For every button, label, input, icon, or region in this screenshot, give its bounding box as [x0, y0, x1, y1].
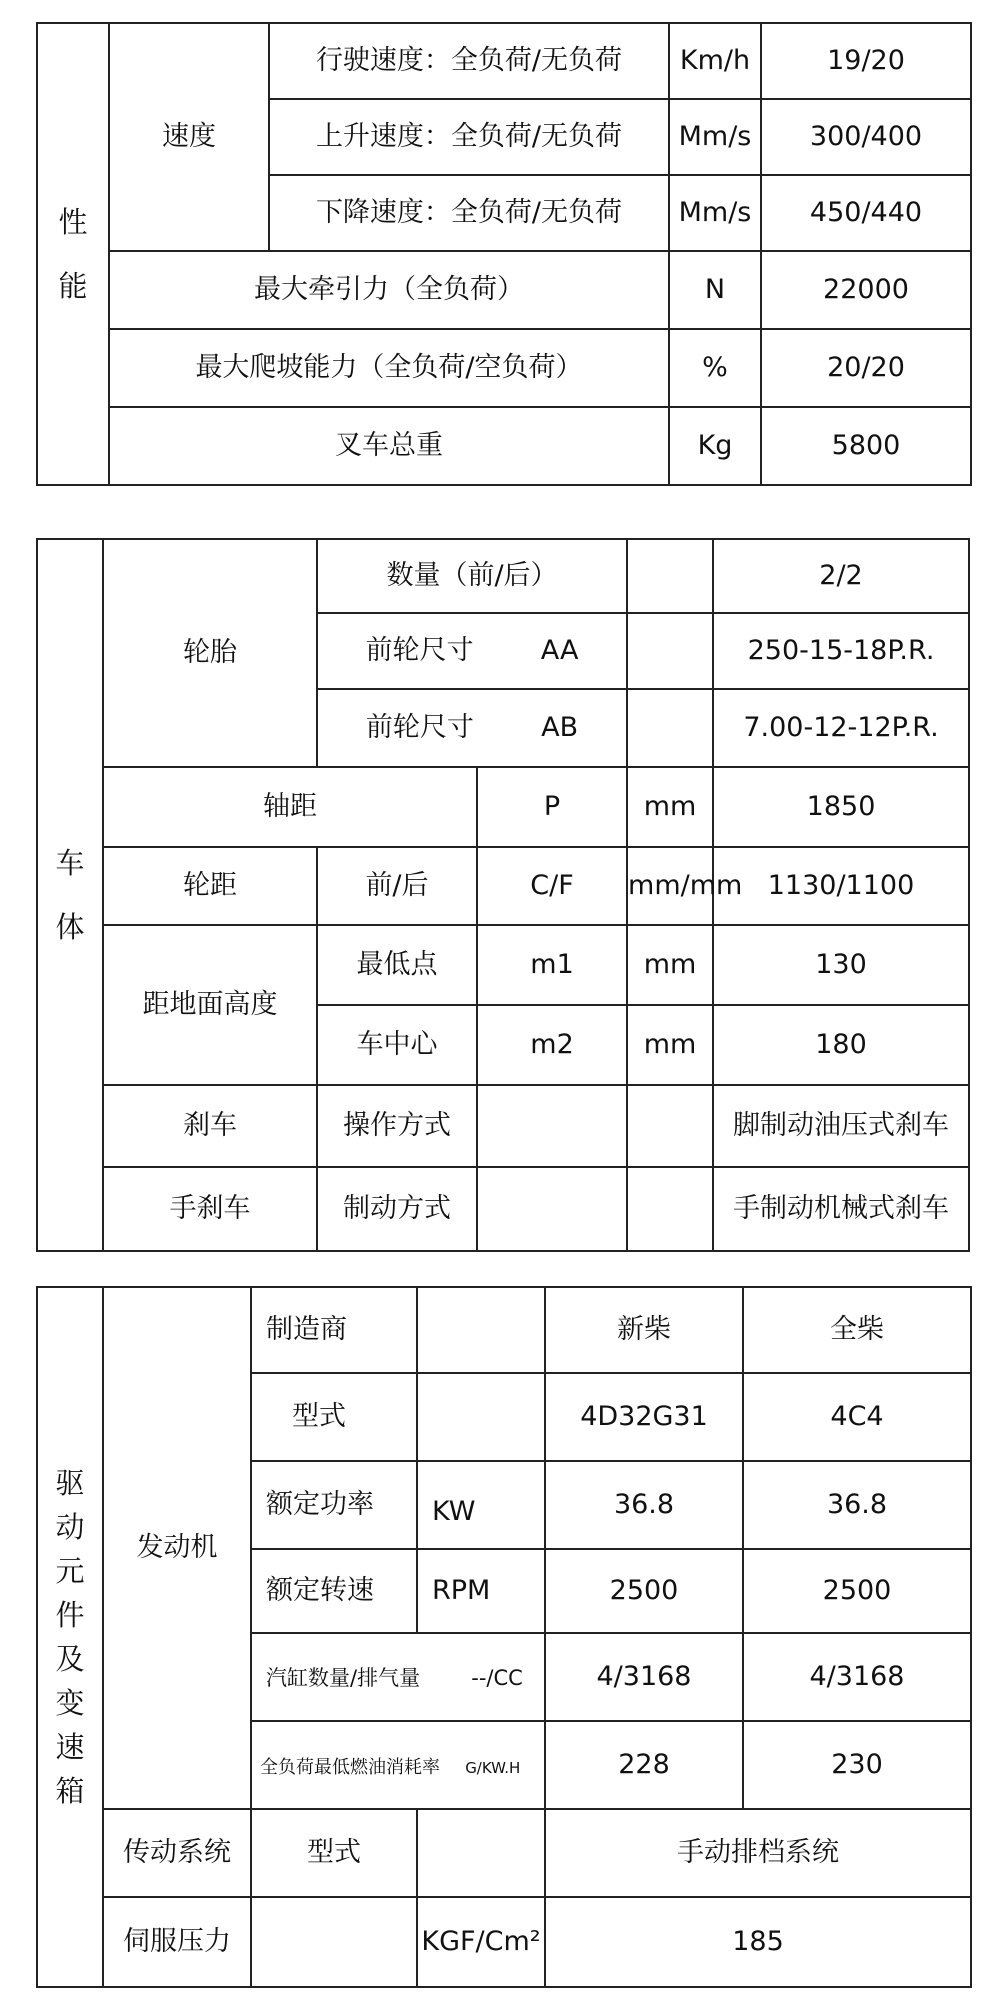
engine-spec-name: 额定功率: [251, 1461, 417, 1549]
body-table: [36, 538, 970, 1252]
engine-value-2: 4C4: [743, 1373, 971, 1461]
engine-value-2: 全柴: [743, 1287, 971, 1373]
engine-value-1: 228: [545, 1721, 743, 1809]
spec-name: 叉车总重: [109, 407, 669, 485]
clearance-value: 130: [713, 925, 969, 1005]
engine-spec-name: 型式: [251, 1373, 417, 1461]
engine-spec-unit: KW: [417, 1461, 545, 1549]
wheelbase-code: P: [477, 767, 627, 847]
track-code: C/F: [477, 847, 627, 925]
spec-unit: [627, 689, 713, 767]
spec-value: 20/20: [761, 329, 971, 407]
spec-unit: Mm/s: [669, 99, 761, 175]
engine-value-2: 230: [743, 1721, 971, 1809]
engine-value-1: 2500: [545, 1549, 743, 1633]
tire-size-value: 7.00-12-12P.R.: [713, 689, 969, 767]
spec-value: 19/20: [761, 23, 971, 99]
wheelbase-label: 轴距: [103, 767, 477, 847]
tires-label: 轮胎: [103, 539, 317, 767]
clearance-code: m1: [477, 925, 627, 1005]
performance-section-label: 性能: [37, 23, 109, 485]
handbrake-value: 手制动机械式刹车: [713, 1167, 969, 1251]
servo-value: 185: [545, 1897, 971, 1987]
spec-unit: [627, 539, 713, 613]
empty-cell: [251, 1897, 417, 1987]
spec-unit: Mm/s: [669, 175, 761, 251]
engine-value-2: 36.8: [743, 1461, 971, 1549]
handbrake-label: 手刹车: [103, 1167, 317, 1251]
track-label: 轮距: [103, 847, 317, 925]
spec-name: 最大爬坡能力（全负荷/空负荷）: [109, 329, 669, 407]
engine-spec-name: 制造商: [251, 1287, 417, 1373]
clearance-unit: mm: [627, 925, 713, 1005]
spec-value: 300/400: [761, 99, 971, 175]
engine-spec-name: 全负荷最低燃油消耗率: [260, 1757, 440, 1779]
empty-cell: [417, 1809, 545, 1897]
spec-unit: N: [669, 251, 761, 329]
engine-spec-unit: --/CC: [471, 1666, 523, 1691]
engine-spec-unit: G/KW.H: [465, 1759, 521, 1778]
tire-count-value: 2/2: [713, 539, 969, 613]
engine-value-2: 2500: [743, 1549, 971, 1633]
engine-value-1: 4D32G31: [545, 1373, 743, 1461]
drive-table: [36, 1286, 972, 1988]
tire-size-value: 250-15-18P.R.: [713, 613, 969, 689]
engine-spec-unit: [417, 1373, 545, 1461]
engine-value-1: 36.8: [545, 1461, 743, 1549]
spec-name: 最大牵引力（全负荷）: [109, 251, 669, 329]
wheelbase-unit: mm: [627, 767, 713, 847]
empty-cell: [627, 1085, 713, 1167]
spec-value: 5800: [761, 407, 971, 485]
spec-unit: Kg: [669, 407, 761, 485]
tire-size-label: [317, 613, 627, 689]
clearance-label: 距地面高度: [103, 925, 317, 1085]
track-value: 1130/1100: [713, 847, 969, 925]
engine-spec-name: 额定转速: [251, 1549, 417, 1633]
transmission-sub: 型式: [251, 1809, 417, 1897]
handbrake-sub: 制动方式: [317, 1167, 477, 1251]
tire-size-label: [317, 689, 627, 767]
engine-label: 发动机: [103, 1287, 251, 1809]
track-unit: mm/mm: [627, 847, 713, 925]
engine-value-2: 4/3168: [743, 1633, 971, 1721]
tire-size-code: AB: [541, 712, 579, 744]
clearance-code: m2: [477, 1005, 627, 1085]
engine-value-1: 新柴: [545, 1287, 743, 1373]
servo-label: 伺服压力: [103, 1897, 251, 1987]
brake-sub: 操作方式: [317, 1085, 477, 1167]
engine-spec-name-unit: [251, 1633, 545, 1721]
spec-unit: %: [669, 329, 761, 407]
clearance-unit: mm: [627, 1005, 713, 1085]
servo-unit: KGF/Cm²: [417, 1897, 545, 1987]
tire-count-label: 数量（前/后）: [317, 539, 627, 613]
spec-name: 下降速度：全负荷/无负荷: [269, 175, 669, 251]
clearance-value: 180: [713, 1005, 969, 1085]
track-sub: 前/后: [317, 847, 477, 925]
spec-name: 行驶速度：全负荷/无负荷: [269, 23, 669, 99]
drive-section-label: 驱动元件及变速箱: [37, 1287, 103, 1987]
performance-table: [36, 22, 972, 486]
wheelbase-value: 1850: [713, 767, 969, 847]
engine-spec-unit: RPM: [417, 1549, 545, 1633]
spec-unit: Km/h: [669, 23, 761, 99]
engine-spec-name-unit: [251, 1721, 545, 1809]
empty-cell: [477, 1167, 627, 1251]
tire-size-name: 前轮尺寸: [365, 635, 474, 667]
clearance-sub: 最低点: [317, 925, 477, 1005]
empty-cell: [477, 1085, 627, 1167]
clearance-sub: 车中心: [317, 1005, 477, 1085]
empty-cell: [627, 1167, 713, 1251]
engine-spec-unit: [417, 1287, 545, 1373]
tire-size-name: 前轮尺寸: [365, 712, 474, 744]
body-section-label: 车体: [37, 539, 103, 1251]
spec-unit: [627, 613, 713, 689]
brake-value: 脚制动油压式刹车: [713, 1085, 969, 1167]
engine-value-1: 4/3168: [545, 1633, 743, 1721]
brake-label: 刹车: [103, 1085, 317, 1167]
spec-value: 22000: [761, 251, 971, 329]
spec-name: 上升速度：全负荷/无负荷: [269, 99, 669, 175]
transmission-label: 传动系统: [103, 1809, 251, 1897]
tire-size-code: AA: [540, 635, 579, 667]
spec-value: 450/440: [761, 175, 971, 251]
transmission-value: 手动排档系统: [545, 1809, 971, 1897]
engine-spec-name: 汽缸数量/排气量: [266, 1666, 421, 1691]
speed-group-label: 速度: [109, 23, 269, 251]
